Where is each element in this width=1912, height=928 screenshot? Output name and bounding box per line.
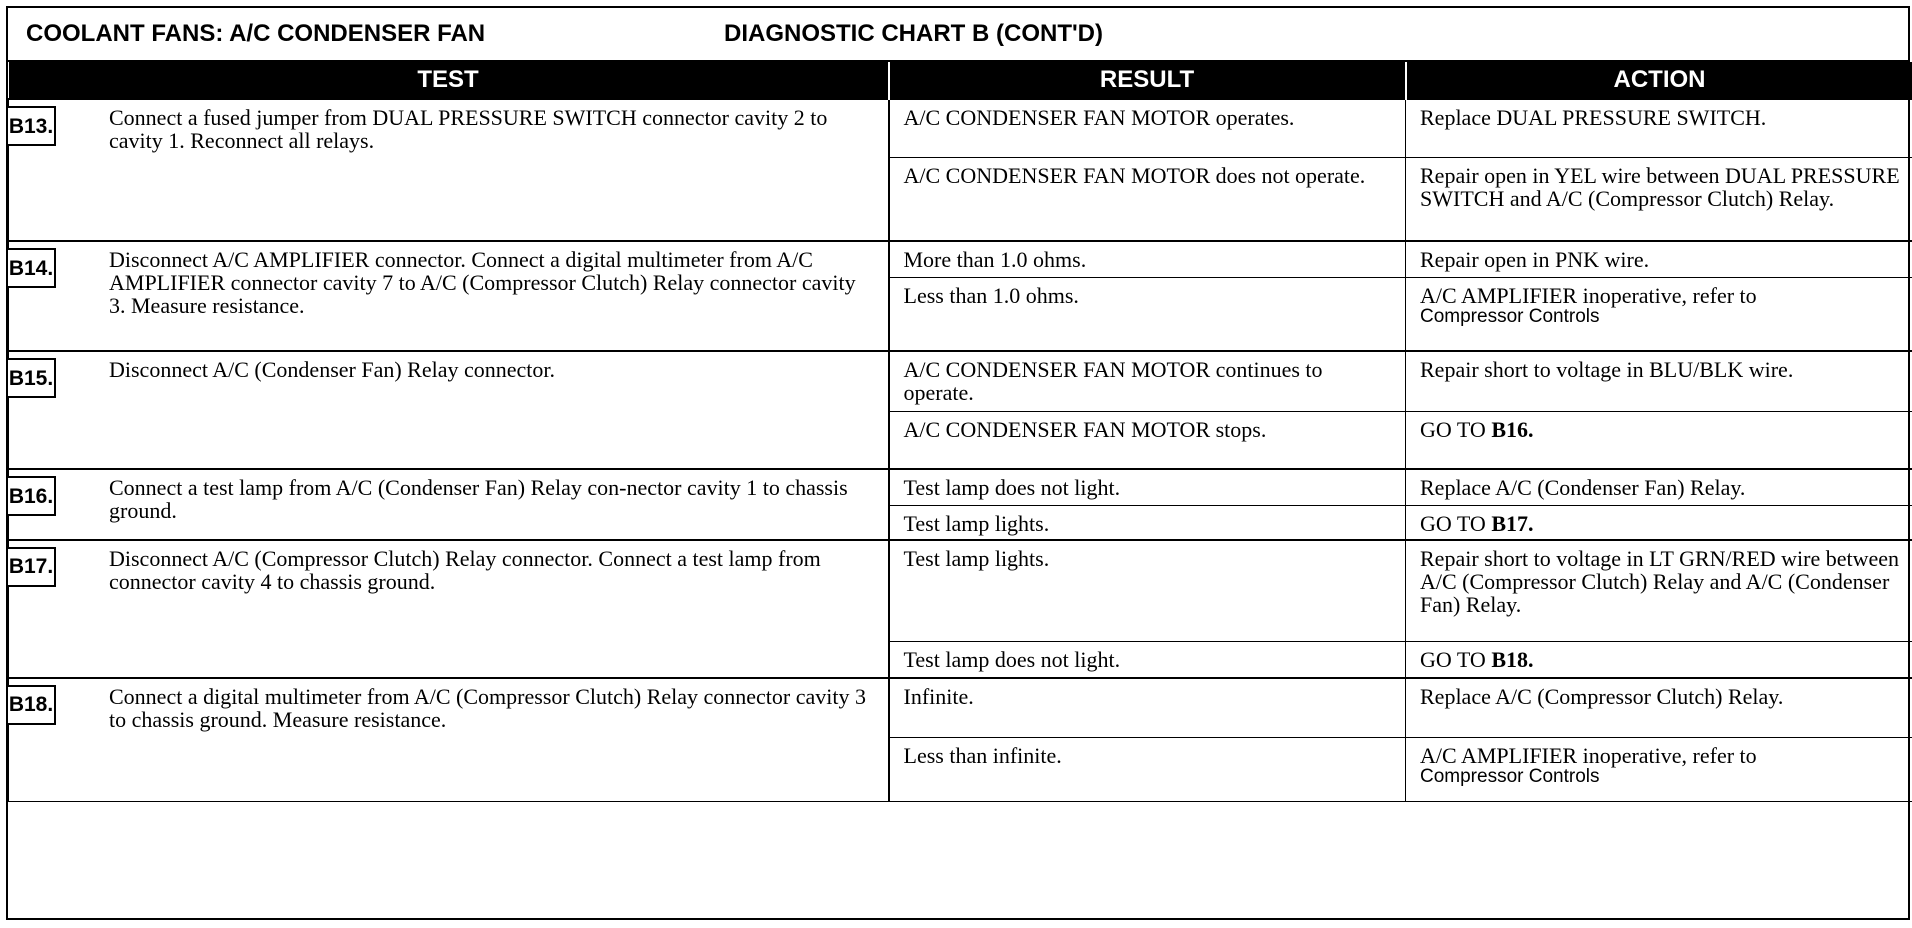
result-cell: A/C CONDENSER FAN MOTOR does not operate. bbox=[889, 157, 1406, 241]
goto-step: B18. bbox=[1491, 647, 1534, 672]
result-cell: Test lamp does not light. bbox=[889, 469, 1406, 505]
test-cell bbox=[9, 678, 889, 802]
step-label: B16. bbox=[8, 476, 56, 516]
table-row bbox=[9, 99, 1912, 157]
column-header-result: RESULT bbox=[889, 62, 1406, 99]
action-cell: Repair open in YEL wire between DUAL PRESSURE SWITCH and A/C (Compressor Clutch) Relay. bbox=[1406, 157, 1912, 241]
action-cell bbox=[1406, 277, 1912, 351]
result-cell: Test lamp lights. bbox=[889, 505, 1406, 540]
table-row bbox=[9, 351, 1912, 411]
goto-step: B17. bbox=[1491, 510, 1534, 536]
result-cell: Infinite. bbox=[889, 678, 1406, 738]
test-text: Disconnect A/C (Compressor Clutch) Relay connector. Connect a test lamp from connector cavity 4 to chassis ground. bbox=[109, 545, 821, 594]
test-cell bbox=[9, 99, 889, 241]
test-text: Disconnect A/C AMPLIFIER connector. Connect a digital multimeter from A/C AMPLIFIER connector cavity 7 to A/C (Compressor Clutch) Relay connector cavity 3. Measure resistance. bbox=[109, 247, 856, 318]
action-cell bbox=[1406, 411, 1912, 469]
page-title: COOLANT FANS: A/C CONDENSER FAN bbox=[26, 20, 486, 47]
goto-step: B16. bbox=[1491, 416, 1534, 442]
table-row bbox=[9, 678, 1912, 738]
reference-link: Compressor Controls bbox=[1420, 766, 1600, 787]
action-cell bbox=[1406, 642, 1912, 678]
result-cell: Test lamp does not light. bbox=[889, 642, 1406, 678]
result-cell: A/C CONDENSER FAN MOTOR stops. bbox=[889, 411, 1406, 469]
table-row bbox=[9, 540, 1912, 642]
goto-text: GO TO bbox=[1420, 416, 1486, 442]
column-header-test: TEST bbox=[9, 62, 889, 99]
action-text: A/C AMPLIFIER inoperative, refer to bbox=[1420, 282, 1757, 308]
result-cell: Test lamp lights. bbox=[889, 540, 1406, 642]
diagnostic-chart bbox=[6, 6, 1910, 920]
title-bar bbox=[8, 8, 1908, 62]
reference-link: Compressor Controls bbox=[1420, 305, 1600, 327]
action-cell bbox=[1406, 505, 1912, 540]
test-cell bbox=[9, 540, 889, 678]
step-label: B15. bbox=[8, 358, 56, 398]
goto-text: GO TO bbox=[1420, 647, 1486, 672]
table-row bbox=[9, 469, 1912, 505]
step-label: B14. bbox=[8, 248, 56, 288]
chart-title: DIAGNOSTIC CHART B (CONT'D) bbox=[724, 20, 1104, 47]
test-text: Connect a digital multimeter from A/C (Compressor Clutch) Relay connector cavity 3 to chassis ground. Measure resistance. bbox=[109, 683, 866, 732]
action-cell: Replace A/C (Condenser Fan) Relay. bbox=[1406, 469, 1912, 505]
result-cell: A/C CONDENSER FAN MOTOR continues to operate. bbox=[889, 351, 1406, 411]
action-cell: Repair short to voltage in LT GRN/RED wire between A/C (Compressor Clutch) Relay and A/C (Condenser Fan) Relay. bbox=[1406, 540, 1912, 642]
result-cell: More than 1.0 ohms. bbox=[889, 241, 1406, 277]
test-text: Disconnect A/C (Condenser Fan) Relay connector. bbox=[109, 357, 556, 382]
result-cell: A/C CONDENSER FAN MOTOR operates. bbox=[889, 99, 1406, 157]
action-cell: Repair open in PNK wire. bbox=[1406, 241, 1912, 277]
action-text: A/C AMPLIFIER inoperative, refer to bbox=[1420, 743, 1757, 768]
test-cell bbox=[9, 469, 889, 540]
step-label: B13. bbox=[8, 106, 56, 146]
test-cell bbox=[9, 241, 889, 351]
step-label: B18. bbox=[8, 685, 56, 725]
table-row bbox=[9, 241, 1912, 277]
action-cell: Repair short to voltage in BLU/BLK wire. bbox=[1406, 351, 1912, 411]
result-cell: Less than infinite. bbox=[889, 738, 1406, 802]
goto-text: GO TO bbox=[1420, 510, 1486, 536]
test-cell bbox=[9, 351, 889, 469]
action-cell: Replace A/C (Compressor Clutch) Relay. bbox=[1406, 678, 1912, 738]
action-cell bbox=[1406, 738, 1912, 802]
test-text: Connect a fused jumper from DUAL PRESSURE SWITCH connector cavity 2 to cavity 1. Reconnect all relays. bbox=[109, 105, 828, 153]
step-label: B17. bbox=[8, 547, 56, 587]
column-header-action: ACTION bbox=[1406, 62, 1912, 99]
diagnostic-table bbox=[8, 62, 1912, 802]
test-text: Connect a test lamp from A/C (Condenser Fan) Relay con-nector cavity 1 to chassis ground. bbox=[109, 475, 848, 523]
result-cell: Less than 1.0 ohms. bbox=[889, 277, 1406, 351]
action-cell: Replace DUAL PRESSURE SWITCH. bbox=[1406, 99, 1912, 157]
column-header-row bbox=[9, 62, 1912, 99]
